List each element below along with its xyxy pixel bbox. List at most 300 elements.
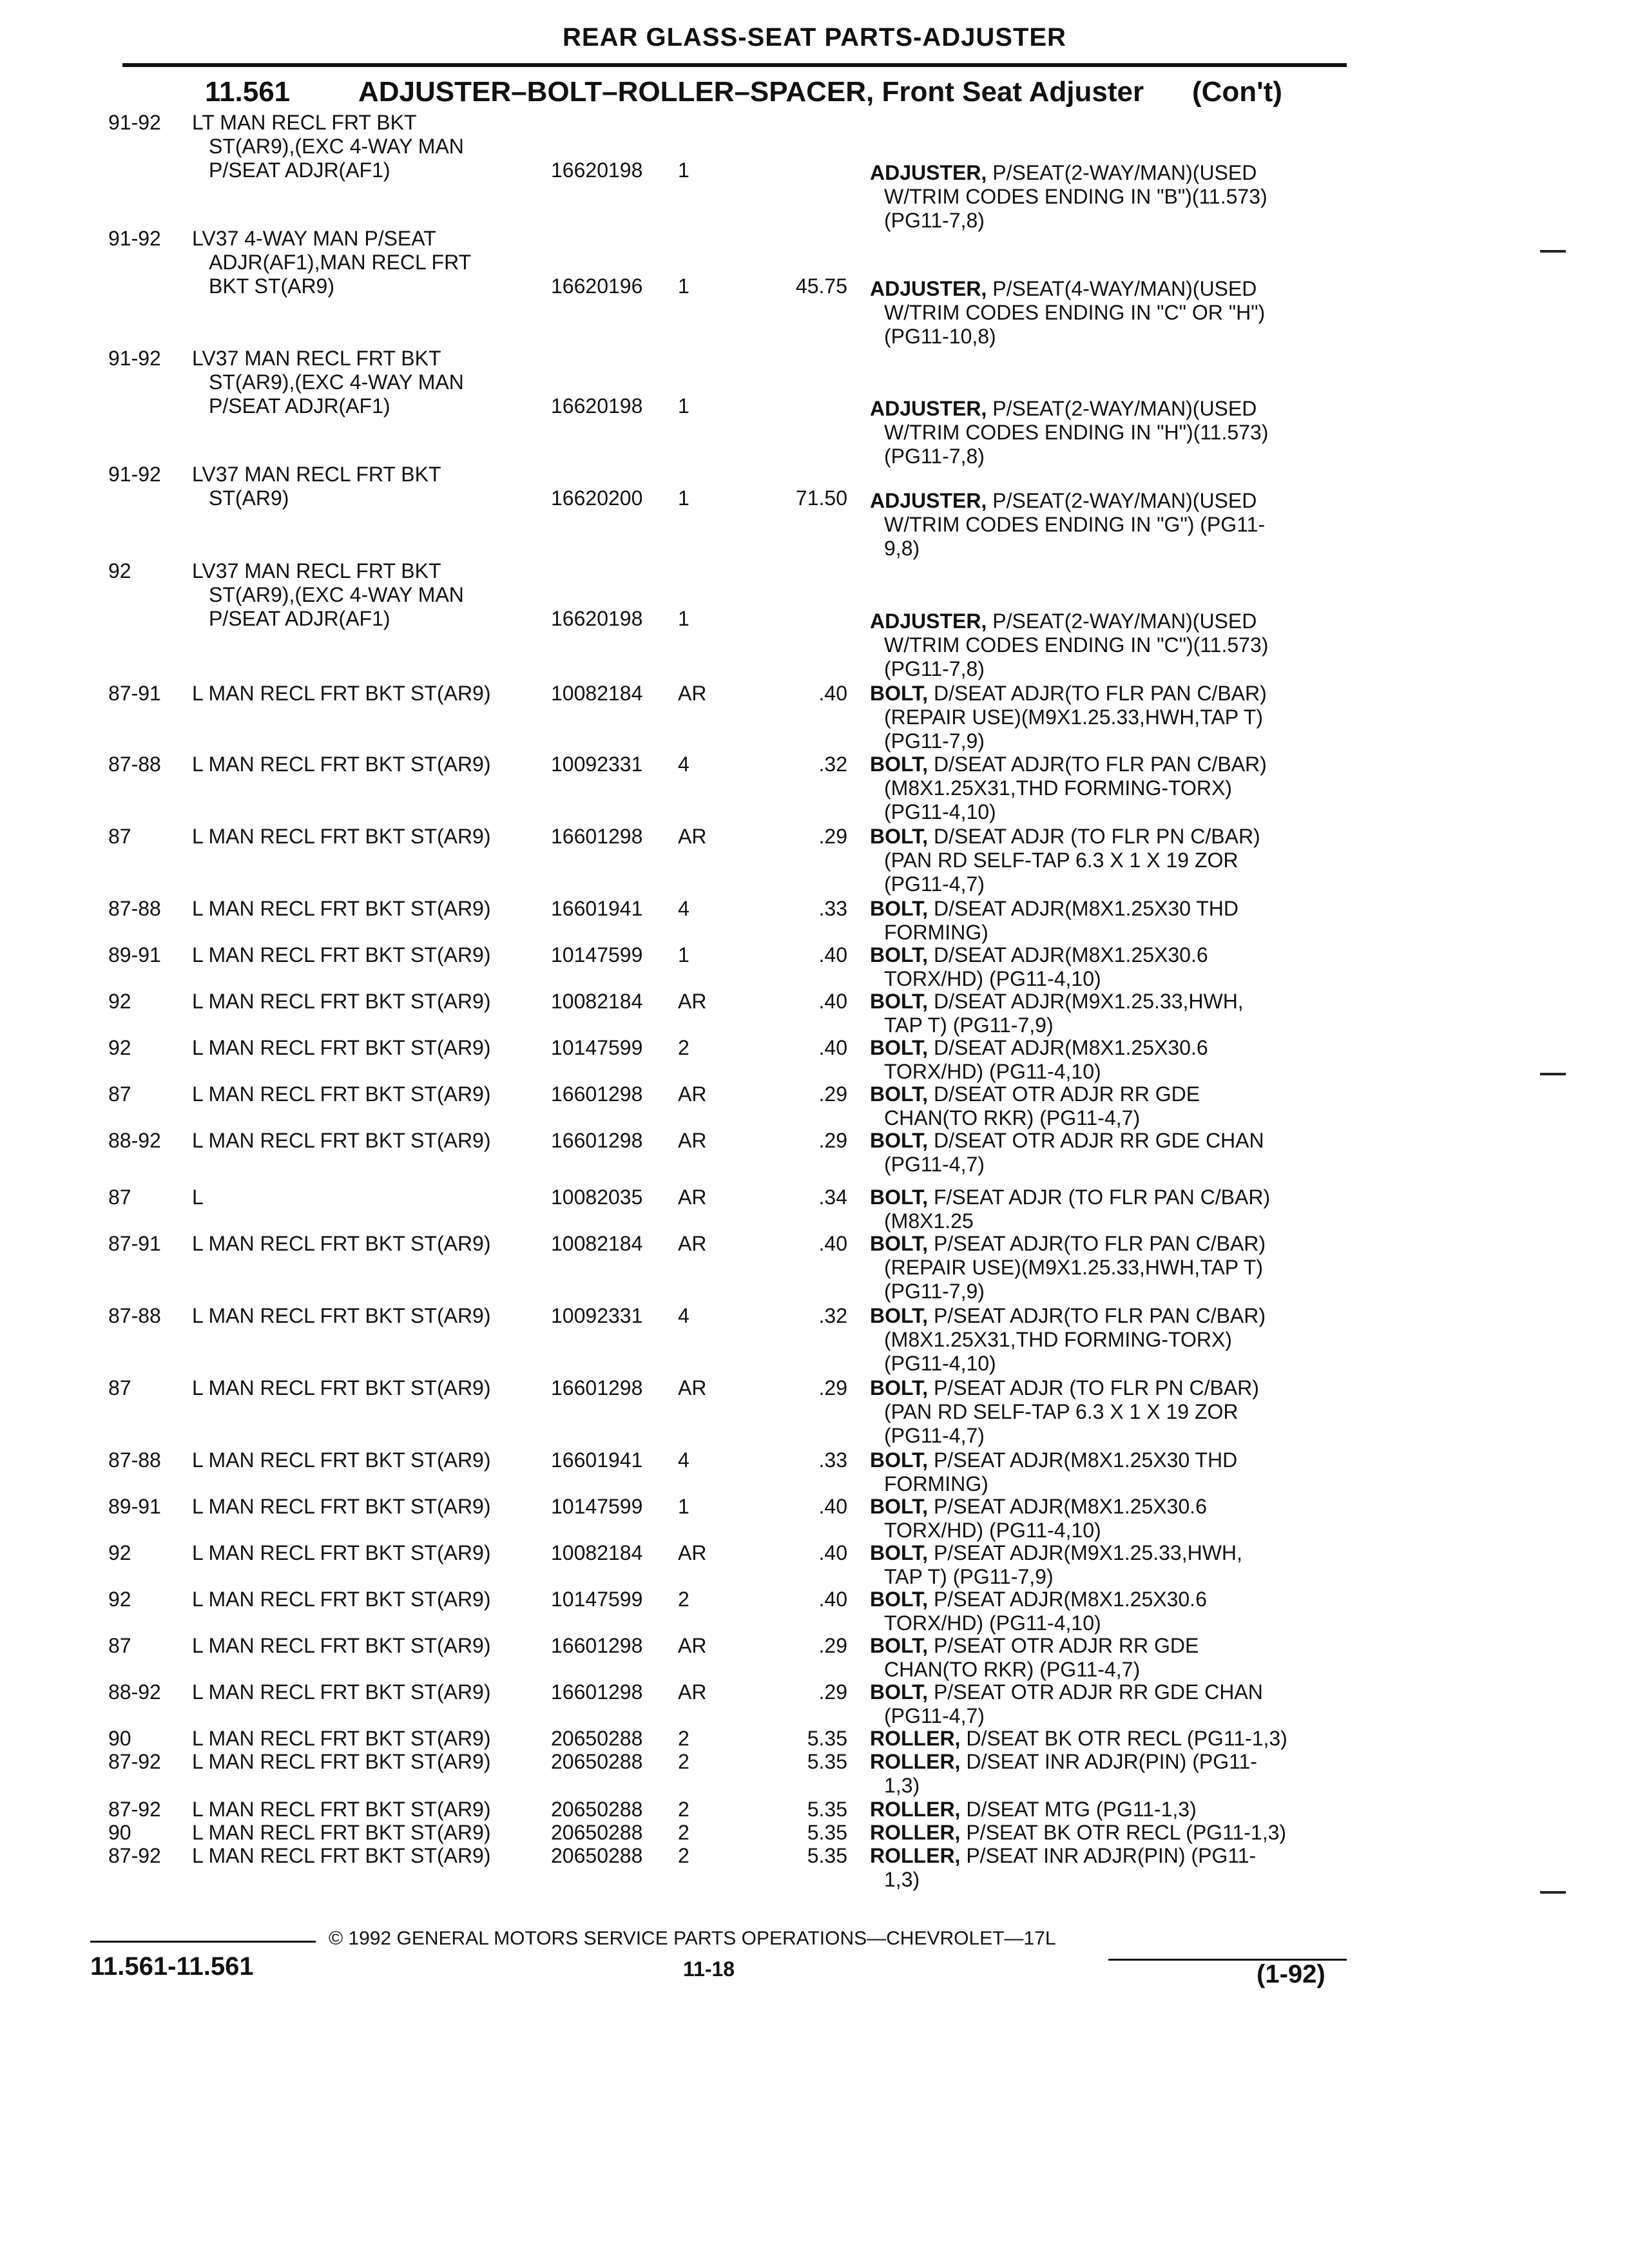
entry-description (870, 1036, 1208, 1084)
description-line (870, 1129, 1264, 1153)
footer-rule-left (90, 1941, 316, 1943)
description-text: D/SEAT ADJR(M8X1.25X30.6 (933, 943, 1208, 966)
description-text: W/TRIM CODES ENDING IN "H")(11.573) (884, 421, 1269, 444)
model-line: L MAN RECL FRT BKT ST(AR9) (192, 1680, 491, 1704)
entry-quantity: AR (678, 1232, 707, 1255)
description-line (870, 1611, 1207, 1635)
description-line (870, 1821, 1286, 1845)
model-line: LV37 MAN RECL FRT BKT (192, 463, 441, 486)
entry-part-number: 10082035 (551, 1186, 643, 1209)
entry-price: .40 (818, 1036, 847, 1059)
entry-year: 89-91 (108, 943, 161, 966)
description-line (870, 1082, 1200, 1106)
description-line (870, 1798, 1197, 1821)
description-text: P/SEAT ADJR(M8X1.25X30.6 (933, 1495, 1207, 1518)
description-line (870, 421, 1268, 445)
entry-quantity: 1 (678, 394, 689, 418)
entry-model (192, 1186, 204, 1209)
entry-price: 5.35 (807, 1798, 847, 1821)
part-name: ADJUSTER, (870, 610, 987, 633)
part-name: BOLT, (870, 1448, 929, 1472)
entry-model (192, 990, 491, 1014)
entry-description (870, 682, 1267, 753)
entry-description (870, 1680, 1263, 1728)
entry-price: .34 (818, 1186, 847, 1209)
description-text: 1,3) (884, 1868, 920, 1891)
description-line (870, 776, 1267, 800)
description-line (870, 1280, 1266, 1303)
entry-price: 45.75 (795, 274, 847, 298)
entry-year: 92 (108, 1541, 131, 1564)
description-line (870, 610, 1268, 633)
description-line (870, 1565, 1242, 1589)
part-name: ADJUSTER, (870, 489, 987, 512)
entry-model (192, 559, 464, 631)
entry-description (870, 1750, 1257, 1798)
part-name: BOLT, (870, 1634, 929, 1657)
entry-description (870, 161, 1268, 233)
part-name: ROLLER, (870, 1727, 961, 1750)
part-name: ROLLER, (870, 1750, 961, 1773)
description-text: CHAN(TO RKR) (PG11-4,7) (884, 1106, 1141, 1129)
entry-model (192, 1750, 491, 1774)
model-line: L MAN RECL FRT BKT ST(AR9) (192, 1634, 491, 1657)
entry-model (192, 1821, 491, 1845)
description-line (870, 1541, 1242, 1565)
entry-part-number: 20650288 (551, 1798, 643, 1821)
entry-year: 88-92 (108, 1129, 161, 1152)
entry-price: 5.35 (807, 1821, 847, 1844)
description-line (870, 872, 1260, 896)
entry-part-number: 10092331 (551, 753, 643, 776)
entry-model (192, 1129, 491, 1153)
description-text: P/SEAT BK OTR RECL (PG11-1,3) (966, 1821, 1287, 1844)
description-text: P/SEAT ADJR(TO FLR PAN C/BAR) (933, 1232, 1266, 1255)
entry-part-number: 10147599 (551, 943, 643, 966)
entry-model (192, 825, 491, 849)
entry-part-number: 16601298 (551, 1376, 643, 1399)
entry-year: 87-88 (108, 753, 161, 776)
part-name: ADJUSTER, (870, 277, 987, 300)
entry-quantity: AR (678, 1186, 707, 1209)
description-text: (PG11-4,7) (884, 872, 985, 896)
description-line (870, 1328, 1266, 1352)
description-line (870, 753, 1267, 776)
entry-price: .29 (818, 1634, 847, 1657)
entry-year: 91-92 (108, 227, 161, 250)
part-name: ROLLER, (870, 1798, 961, 1821)
entry-description (870, 943, 1208, 991)
description-text: (M8X1.25 (884, 1209, 974, 1233)
model-line: LV37 MAN RECL FRT BKT (192, 559, 441, 582)
description-line (870, 897, 1239, 921)
model-line: L MAN RECL FRT BKT ST(AR9) (192, 825, 491, 848)
entry-part-number: 16620196 (551, 274, 643, 298)
entry-description (870, 753, 1267, 824)
entry-year: 87-91 (108, 682, 161, 705)
description-text: P/SEAT(2-WAY/MAN)(USED (992, 489, 1257, 512)
entry-model (192, 1376, 491, 1400)
description-text: W/TRIM CODES ENDING IN "G") (PG11- (884, 513, 1266, 536)
entry-quantity: 4 (678, 897, 689, 920)
description-text: FORMING) (884, 921, 988, 944)
entry-description (870, 990, 1244, 1037)
entry-year: 92 (108, 559, 131, 582)
description-line (870, 161, 1268, 185)
entry-year: 91-92 (108, 463, 161, 486)
part-name: BOLT, (870, 1495, 929, 1518)
description-text: (PG11-4,10) (884, 1352, 996, 1375)
entry-description (870, 1304, 1266, 1376)
description-text: (PAN RD SELF-TAP 6.3 X 1 X 19 ZOR (884, 1400, 1239, 1423)
description-line (870, 1304, 1266, 1328)
description-text: (PG11-7,9) (884, 1280, 985, 1303)
description-text: P/SEAT OTR ADJR RR GDE CHAN (933, 1680, 1263, 1704)
description-line (870, 706, 1267, 729)
margin-tick (1540, 1891, 1566, 1894)
entry-description (870, 1588, 1207, 1635)
model-line: LV37 MAN RECL FRT BKT (192, 347, 441, 370)
model-line: LV37 4-WAY MAN P/SEAT (192, 227, 436, 250)
entry-year: 92 (108, 1588, 131, 1611)
entry-quantity: AR (678, 1634, 707, 1657)
entry-year: 87 (108, 1082, 131, 1106)
entry-description (870, 825, 1260, 896)
model-line: L MAN RECL FRT BKT ST(AR9) (192, 1036, 491, 1059)
description-text: (PG11-7,8) (884, 657, 985, 680)
entry-year: 92 (108, 990, 131, 1013)
entry-price: .29 (818, 1376, 847, 1399)
entry-model (192, 1232, 491, 1256)
entry-model (192, 1495, 491, 1519)
description-text: P/SEAT(2-WAY/MAN)(USED (992, 610, 1257, 633)
entry-model (192, 111, 464, 182)
description-text: TAP T) (PG11-7,9) (884, 1014, 1054, 1037)
entry-part-number: 10147599 (551, 1036, 643, 1059)
description-text: P/SEAT(4-WAY/MAN)(USED (992, 277, 1257, 300)
entry-year: 91-92 (108, 111, 161, 134)
description-line (870, 849, 1260, 872)
part-name: BOLT, (870, 1304, 929, 1327)
entry-part-number: 16620198 (551, 394, 643, 418)
entry-model (192, 1036, 491, 1060)
model-line: L MAN RECL FRT BKT ST(AR9) (192, 990, 491, 1013)
entry-model (192, 1634, 491, 1658)
entry-description (870, 1376, 1259, 1448)
entry-year: 87-91 (108, 1232, 161, 1255)
part-name: ROLLER, (870, 1844, 961, 1867)
description-text: D/SEAT OTR ADJR RR GDE CHAN (933, 1129, 1264, 1152)
description-text: (PG11-7,8) (884, 209, 985, 232)
description-text: D/SEAT ADJR(M8X1.25X30.6 (933, 1036, 1208, 1059)
description-line (870, 1106, 1200, 1130)
entry-year: 87-92 (108, 1844, 161, 1867)
description-line (870, 1634, 1199, 1658)
description-text: D/SEAT ADJR(M9X1.25.33,HWH, (933, 990, 1244, 1013)
description-line (870, 1209, 1270, 1233)
model-line: L MAN RECL FRT BKT ST(AR9) (192, 1082, 491, 1106)
model-line: L MAN RECL FRT BKT ST(AR9) (192, 682, 491, 705)
description-line (870, 1186, 1270, 1209)
entry-price: .29 (818, 825, 847, 848)
entry-year: 87-88 (108, 1304, 161, 1327)
entry-description (870, 610, 1268, 681)
description-text: (REPAIR USE)(M9X1.25.33,HWH,TAP T) (884, 1256, 1263, 1279)
description-text: TORX/HD) (PG11-4,10) (884, 1611, 1101, 1635)
entry-model (192, 463, 441, 510)
description-line (870, 990, 1244, 1014)
description-line (870, 1588, 1207, 1611)
description-text: P/SEAT(2-WAY/MAN)(USED (992, 397, 1257, 420)
description-text: 9,8) (884, 537, 920, 560)
entry-year: 87-88 (108, 1448, 161, 1472)
model-line: P/SEAT ADJR(AF1) (209, 159, 390, 182)
description-line (870, 1424, 1259, 1448)
description-line (870, 1844, 1256, 1868)
entry-description (870, 1821, 1286, 1845)
part-name: ADJUSTER, (870, 161, 987, 184)
entry-part-number: 20650288 (551, 1750, 643, 1773)
part-name: BOLT, (870, 682, 929, 705)
description-text: P/SEAT OTR ADJR RR GDE (933, 1634, 1199, 1657)
description-text: (PG11-7,8) (884, 445, 985, 468)
model-line: L MAN RECL FRT BKT ST(AR9) (192, 1588, 491, 1611)
entry-price: .40 (818, 943, 847, 966)
entry-description (870, 1129, 1264, 1177)
entry-description (870, 1232, 1266, 1303)
description-line (870, 1774, 1257, 1798)
description-text: FORMING) (884, 1472, 988, 1495)
entry-year: 87-92 (108, 1798, 161, 1821)
entry-quantity: 2 (678, 1844, 689, 1867)
description-line (870, 682, 1267, 706)
description-line (870, 1658, 1199, 1682)
entry-description (870, 1844, 1256, 1892)
description-line (870, 1495, 1207, 1519)
entry-model (192, 347, 464, 418)
part-name: BOLT, (870, 1588, 929, 1611)
description-line (870, 1232, 1266, 1256)
entry-quantity: AR (678, 1129, 707, 1152)
description-text: (M8X1.25X31,THD FORMING-TORX) (884, 776, 1232, 800)
description-line (870, 1153, 1264, 1177)
description-line (870, 1352, 1266, 1376)
description-text: D/SEAT MTG (PG11-1,3) (966, 1798, 1197, 1821)
section-title: ADJUSTER–BOLT–ROLLER–SPACER, Front Seat Adjuster (358, 76, 1144, 108)
description-text: (PAN RD SELF-TAP 6.3 X 1 X 19 ZOR (884, 849, 1239, 872)
entry-model (192, 227, 471, 298)
description-text: (PG11-10,8) (884, 325, 996, 348)
description-line (870, 1472, 1237, 1496)
entry-year: 87 (108, 825, 131, 848)
part-name: BOLT, (870, 897, 929, 920)
description-text: P/SEAT ADJR(TO FLR PAN C/BAR) (933, 1304, 1266, 1327)
model-line: L MAN RECL FRT BKT ST(AR9) (192, 1448, 491, 1472)
entry-description (870, 1495, 1207, 1542)
part-name: BOLT, (870, 1376, 929, 1399)
entry-quantity: 2 (678, 1750, 689, 1773)
entry-price: .29 (818, 1082, 847, 1106)
entry-price: .40 (818, 1541, 847, 1564)
description-text: D/SEAT INR ADJR(PIN) (PG11- (966, 1750, 1257, 1773)
entry-description (870, 1634, 1199, 1682)
entry-model (192, 682, 491, 706)
entry-description (870, 397, 1268, 468)
description-text: TAP T) (PG11-7,9) (884, 1565, 1054, 1588)
description-text: TORX/HD) (PG11-4,10) (884, 967, 1101, 990)
entry-price: .40 (818, 1588, 847, 1611)
model-line: L MAN RECL FRT BKT ST(AR9) (192, 1232, 491, 1255)
entry-year: 90 (108, 1727, 131, 1750)
part-name: BOLT, (870, 1036, 929, 1059)
entry-year: 87-92 (108, 1750, 161, 1773)
model-line: L MAN RECL FRT BKT ST(AR9) (192, 943, 491, 966)
model-line: L MAN RECL FRT BKT ST(AR9) (192, 1541, 491, 1564)
part-name: BOLT, (870, 1541, 929, 1564)
entry-quantity: 1 (678, 159, 689, 182)
entry-price: 5.35 (807, 1844, 847, 1867)
entry-quantity: 2 (678, 1588, 689, 1611)
footer-page-number: 11-18 (683, 1957, 735, 1981)
entry-description (870, 1541, 1242, 1589)
model-line: L MAN RECL FRT BKT ST(AR9) (192, 1727, 491, 1750)
model-line: L MAN RECL FRT BKT ST(AR9) (192, 753, 491, 776)
description-text: (PG11-7,9) (884, 729, 985, 753)
description-line (870, 1680, 1263, 1704)
description-line (870, 1376, 1259, 1400)
entry-price: .40 (818, 1232, 847, 1255)
entry-year: 90 (108, 1821, 131, 1844)
footer-section-range: 11.561-11.561 (90, 1952, 254, 1981)
entry-part-number: 10082184 (551, 990, 643, 1013)
entry-year: 87 (108, 1634, 131, 1657)
part-name: BOLT, (870, 1129, 929, 1152)
entry-year: 91-92 (108, 347, 161, 370)
description-text: (PG11-4,7) (884, 1153, 985, 1176)
entry-quantity: 1 (678, 1495, 689, 1518)
description-text: D/SEAT ADJR(TO FLR PAN C/BAR) (933, 753, 1267, 776)
description-line (870, 1014, 1244, 1037)
model-line: L MAN RECL FRT BKT ST(AR9) (192, 1821, 491, 1844)
section-heading (0, 76, 1629, 115)
entry-quantity: 4 (678, 1448, 689, 1472)
entry-quantity: 2 (678, 1821, 689, 1844)
description-line (870, 967, 1208, 991)
entry-price: .32 (818, 1304, 847, 1327)
model-line: ST(AR9) (209, 486, 289, 510)
running-head: REAR GLASS-SEAT PARTS-ADJUSTER (563, 23, 1066, 52)
entry-part-number: 16601298 (551, 1680, 643, 1704)
description-text: D/SEAT BK OTR RECL (PG11-1,3) (966, 1727, 1287, 1750)
description-line (870, 800, 1267, 824)
description-line (870, 633, 1268, 657)
entry-part-number: 16601941 (551, 1448, 643, 1472)
entry-price: .33 (818, 1448, 847, 1472)
part-name: BOLT, (870, 1232, 929, 1255)
entry-quantity: 1 (678, 274, 689, 298)
part-name: BOLT, (870, 825, 929, 848)
header-rule (122, 63, 1347, 67)
entry-quantity: 1 (678, 607, 689, 630)
model-line: L (192, 1186, 204, 1209)
entry-part-number: 10092331 (551, 1304, 643, 1327)
entry-quantity: 2 (678, 1036, 689, 1059)
footer-date: (1-92) (1257, 1960, 1325, 1988)
entry-model (192, 897, 491, 921)
entry-quantity: 1 (678, 486, 689, 510)
entry-model (192, 1304, 491, 1328)
entry-part-number: 16601298 (551, 1082, 643, 1106)
entry-part-number: 10147599 (551, 1495, 643, 1518)
description-line (870, 657, 1268, 681)
entry-quantity: AR (678, 1680, 707, 1704)
description-line (870, 1519, 1207, 1542)
description-line (870, 185, 1268, 209)
entry-year: 92 (108, 1036, 131, 1059)
entry-price: .40 (818, 682, 847, 705)
entry-part-number: 16601941 (551, 897, 643, 920)
description-line (870, 277, 1265, 301)
description-line (870, 537, 1265, 561)
margin-tick (1540, 250, 1566, 253)
entry-price: 5.35 (807, 1727, 847, 1750)
entry-model (192, 943, 491, 967)
description-line (870, 445, 1268, 468)
description-text: W/TRIM CODES ENDING IN "B")(11.573) (884, 185, 1268, 208)
entry-price: .29 (818, 1680, 847, 1704)
model-line: ADJR(AF1),MAN RECL FRT (209, 251, 472, 274)
model-line: L MAN RECL FRT BKT ST(AR9) (192, 1495, 491, 1518)
entry-part-number: 10082184 (551, 682, 643, 705)
entry-year: 88-92 (108, 1680, 161, 1704)
description-line (870, 1256, 1266, 1280)
entry-description (870, 1082, 1200, 1130)
entry-quantity: 4 (678, 753, 689, 776)
model-line: L MAN RECL FRT BKT ST(AR9) (192, 1798, 491, 1821)
section-number: 11.561 (205, 76, 291, 108)
entry-quantity: AR (678, 1541, 707, 1564)
description-text: D/SEAT ADJR(M8X1.25X30 THD (933, 897, 1239, 920)
part-name: BOLT, (870, 1186, 929, 1209)
description-line (870, 513, 1265, 537)
model-line: P/SEAT ADJR(AF1) (209, 394, 390, 418)
description-text: P/SEAT ADJR (TO FLR PN C/BAR) (933, 1376, 1259, 1399)
entry-part-number: 20650288 (551, 1727, 643, 1750)
description-line (870, 301, 1265, 325)
description-text: P/SEAT ADJR(M8X1.25X30 THD (933, 1448, 1238, 1472)
description-line (870, 1868, 1256, 1892)
description-text: W/TRIM CODES ENDING IN "C" OR "H") (884, 301, 1266, 324)
margin-tick (1540, 1073, 1566, 1075)
entry-quantity: 2 (678, 1798, 689, 1821)
entry-model (192, 1727, 491, 1751)
entry-quantity: AR (678, 682, 707, 705)
entry-model (192, 1798, 491, 1821)
entry-price: .29 (818, 1129, 847, 1152)
entry-model (192, 1680, 491, 1704)
description-text: (PG11-4,7) (884, 1424, 985, 1447)
description-text: P/SEAT ADJR(M9X1.25.33,HWH, (933, 1541, 1242, 1564)
entry-model (192, 1082, 491, 1106)
description-text: TORX/HD) (PG11-4,10) (884, 1519, 1101, 1542)
description-line (870, 1750, 1257, 1774)
model-line: L MAN RECL FRT BKT ST(AR9) (192, 1304, 491, 1327)
entry-price: .40 (818, 1495, 847, 1518)
description-text: (PG11-4,7) (884, 1704, 985, 1727)
entry-year: 89-91 (108, 1495, 161, 1518)
entry-quantity: AR (678, 825, 707, 848)
description-line (870, 1727, 1287, 1751)
